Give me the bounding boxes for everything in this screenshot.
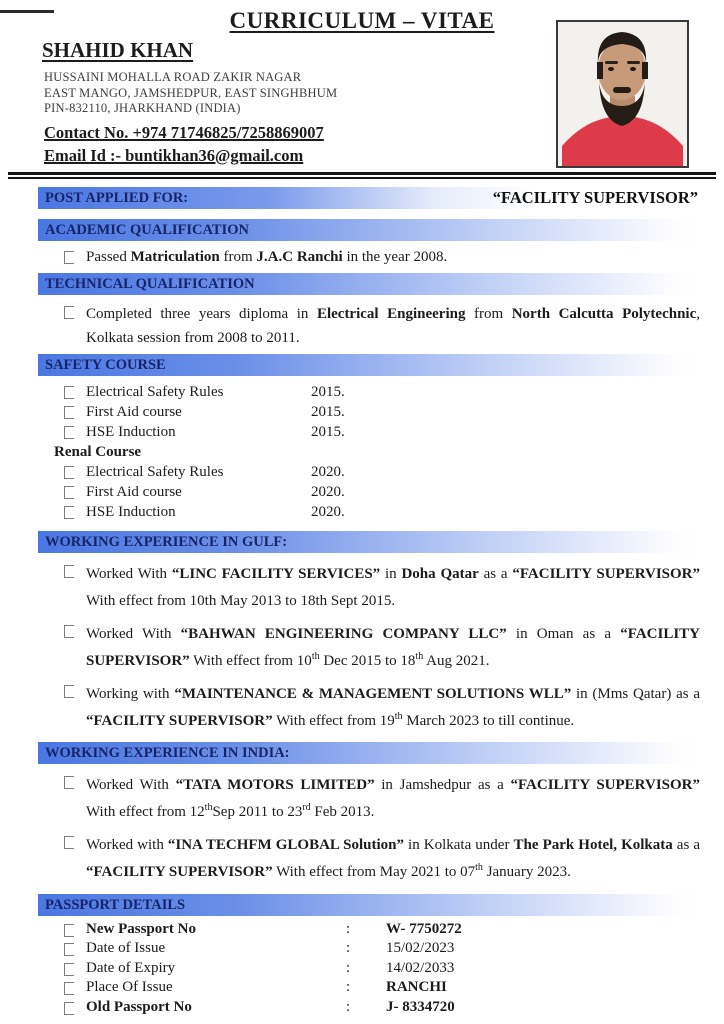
address-line: HUSSAINI MOHALLA ROAD ZAKIR NAGAR xyxy=(44,70,302,84)
gulf-experience-item xyxy=(64,621,700,675)
safety-course-name: First Aid course xyxy=(86,403,182,420)
address-line: EAST MANGO, JAMSHEDPUR, EAST SINGHBHUM xyxy=(44,85,338,100)
passport-field-value: J- 8334720 xyxy=(386,998,455,1015)
checkbox-bullet-icon xyxy=(64,836,74,849)
safety-course-name: HSE Induction xyxy=(86,503,176,520)
safety-course-name: HSE Induction xyxy=(86,423,176,440)
header-divider xyxy=(8,172,716,179)
passport-field-label: Date of Expiry xyxy=(86,959,176,976)
checkbox-bullet-icon xyxy=(64,1002,74,1015)
academic-item-text: Passed Matriculation from J.A.C Ranchi in the year 2008. xyxy=(86,248,448,265)
gulf-experience-text: Working with “MAINTENANCE & MANAGEMENT SOLUTIONS WLL” in (Mms Qatar) as a “FACILITY SUPERVISOR” With effect from 19th March 2023 to till continue. xyxy=(86,685,701,729)
section-header-technical: TECHNICAL QUALIFICATION xyxy=(38,273,700,295)
checkbox-bullet-icon xyxy=(64,251,74,264)
safety-course-year: 2020. xyxy=(311,463,345,480)
candidate-name: SHAHID KHAN xyxy=(42,38,194,62)
passport-row xyxy=(64,998,700,1018)
checkbox-bullet-icon xyxy=(64,943,74,956)
post-applied-value: “FACILITY SUPERVISOR” xyxy=(492,187,698,207)
checkbox-bullet-icon xyxy=(64,685,74,698)
passport-row xyxy=(64,920,700,940)
contact-number: Contact No. +974 71746825/7258869007 xyxy=(44,122,324,142)
safety-course-name: First Aid course xyxy=(86,483,182,500)
post-applied-bar xyxy=(38,187,700,209)
technical-item-text: Completed three years diploma in Electrical Engineering from North Calcutta Polytechnic, Kolkata session from 2008 to 2011. xyxy=(86,305,700,346)
colon-separator: : xyxy=(346,920,351,937)
safety-row xyxy=(64,402,700,422)
gulf-experience-text: Worked With “BAHWAN ENGINEERING COMPANY LLC” in Oman as a “FACILITY SUPERVISOR” With effect from 10th Dec 2015 to 18th Aug 2021. xyxy=(86,625,700,669)
passport-field-label: Date of Issue xyxy=(86,940,166,957)
safety-course-name: Electrical Safety Rules xyxy=(86,383,224,400)
safety-course-name: Electrical Safety Rules xyxy=(86,463,224,480)
post-applied-label: POST APPLIED FOR: xyxy=(45,189,189,206)
safety-row xyxy=(64,382,700,402)
india-experience-item xyxy=(64,772,700,826)
colon-separator: : xyxy=(346,979,351,996)
renewal-course-label: Renal Course xyxy=(54,443,142,460)
technical-item xyxy=(64,302,700,350)
passport-field-label: Place Of Issue xyxy=(86,979,173,996)
checkbox-bullet-icon xyxy=(64,963,74,976)
checkbox-bullet-icon xyxy=(64,565,74,578)
section-header-passport: PASSPORT DETAILS xyxy=(38,894,700,916)
section-header-safety: SAFETY COURSE xyxy=(38,354,700,376)
gulf-experience-item xyxy=(64,681,700,735)
india-experience-item xyxy=(64,832,700,886)
checkbox-bullet-icon xyxy=(64,386,74,399)
passport-photo xyxy=(556,20,689,168)
safety-row xyxy=(64,422,700,442)
section-header-gulf-experience: WORKING EXPERIENCE IN GULF: xyxy=(38,531,700,553)
checkbox-bullet-icon xyxy=(64,426,74,439)
section-header-academic: ACADEMIC QUALIFICATION xyxy=(38,219,700,241)
passport-field-label: New Passport No xyxy=(86,920,196,937)
academic-item xyxy=(64,247,700,268)
passport-field-value: W- 7750272 xyxy=(386,920,462,937)
passport-row xyxy=(64,939,700,959)
india-experience-text: Worked with “INA TECHFM GLOBAL Solution” in Kolkata under The Park Hotel, Kolkata as a “FACILITY SUPERVISOR” With effect from May 2021 to 07th January 2023. xyxy=(86,836,701,880)
cv-body xyxy=(38,187,700,1018)
scan-artifact-line xyxy=(0,10,54,13)
passport-field-value: 14/02/2033 xyxy=(386,959,455,976)
gulf-experience-item xyxy=(64,561,700,615)
passport-field-label: Old Passport No xyxy=(86,998,192,1015)
safety-course-list xyxy=(38,382,700,522)
document-title: CURRICULUM – VITAE xyxy=(229,8,495,33)
passport-row xyxy=(64,959,700,979)
checkbox-bullet-icon xyxy=(64,924,74,937)
checkbox-bullet-icon xyxy=(64,625,74,638)
safety-row xyxy=(64,462,700,482)
safety-course-year: 2020. xyxy=(311,483,345,500)
address-line: PIN-832110, JHARKHAND (INDIA) xyxy=(44,101,241,116)
email-address: Email Id :- buntikhan36@gmail.com xyxy=(44,145,304,165)
safety-course-year: 2015. xyxy=(311,423,345,440)
checkbox-bullet-icon xyxy=(64,306,74,319)
checkbox-bullet-icon xyxy=(64,486,74,499)
checkbox-bullet-icon xyxy=(64,466,74,479)
passport-details-list xyxy=(38,920,700,1018)
section-header-india-experience: WORKING EXPERIENCE IN INDIA: xyxy=(38,742,700,764)
checkbox-bullet-icon xyxy=(64,776,74,789)
india-experience-text: Worked With “TATA MOTORS LIMITED” in Jamshedpur as a “FACILITY SUPERVISOR” With effect from 12thSep 2011 to 23rd Feb 2013. xyxy=(86,776,701,820)
safety-course-year: 2015. xyxy=(311,383,345,400)
gulf-experience-text: Worked With “LINC FACILITY SERVICES” in Doha Qatar as a “FACILITY SUPERVISOR” With effect from 10th May 2013 to 18th Sept 2015. xyxy=(86,565,701,609)
passport-field-value: 15/02/2023 xyxy=(386,940,455,957)
safety-course-year: 2020. xyxy=(311,503,345,520)
colon-separator: : xyxy=(346,998,351,1015)
passport-field-value: RANCHI xyxy=(386,979,447,996)
checkbox-bullet-icon xyxy=(64,982,74,995)
checkbox-bullet-icon xyxy=(64,506,74,519)
safety-row xyxy=(64,502,700,522)
passport-row xyxy=(64,978,700,998)
person-portrait-illustration xyxy=(558,22,687,166)
colon-separator: : xyxy=(346,959,351,976)
safety-course-year: 2015. xyxy=(311,403,345,420)
colon-separator: : xyxy=(346,940,351,957)
checkbox-bullet-icon xyxy=(64,406,74,419)
safety-row xyxy=(64,482,700,502)
